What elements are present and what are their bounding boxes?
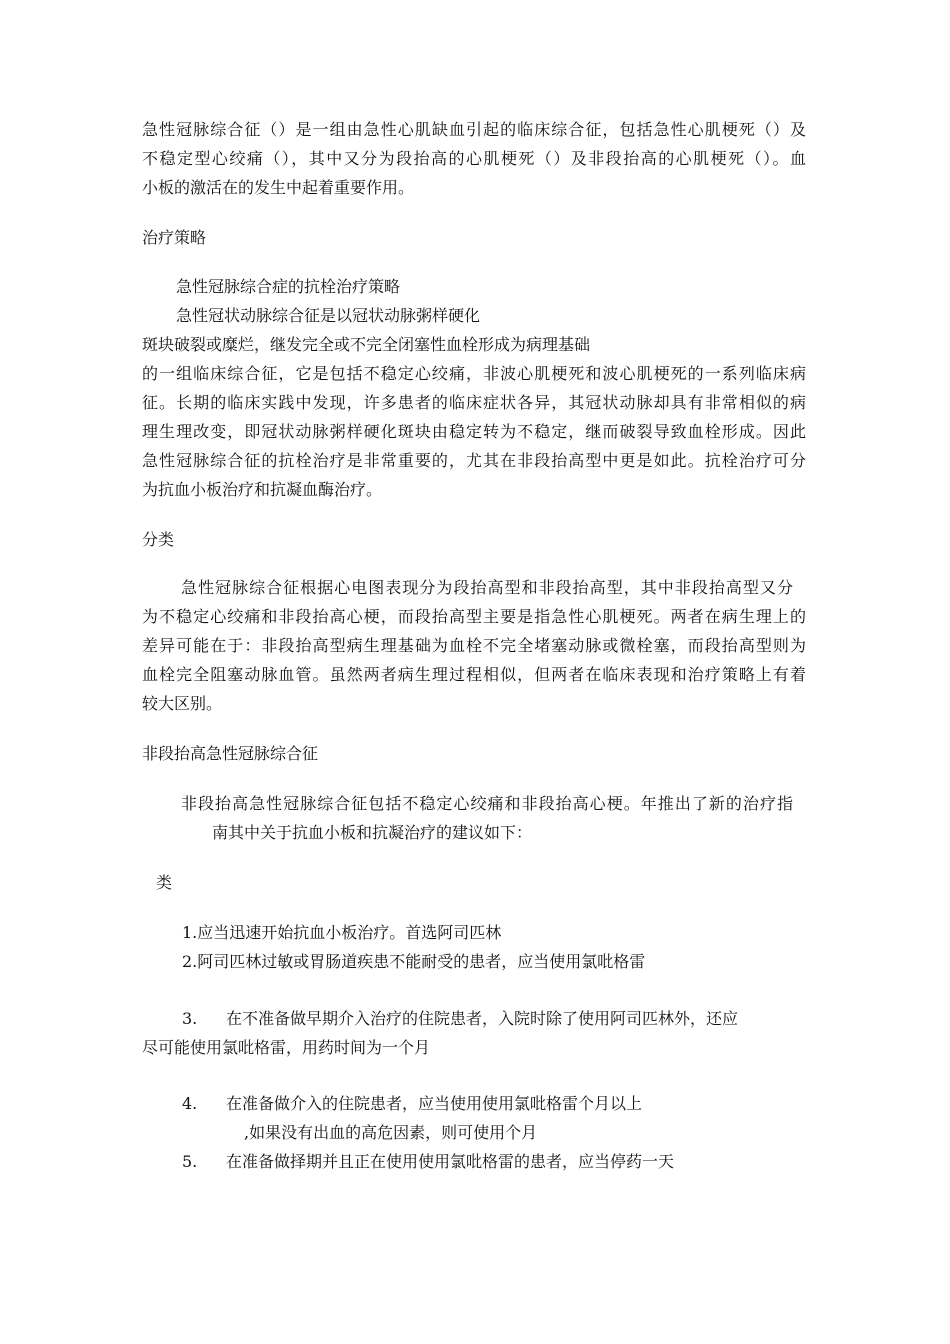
paragraph-line: 差异可能在于：非段抬高型病生理基础为血栓不完全堵塞动脉或微栓塞，而段抬高型则为: [142, 636, 806, 655]
paragraph-line: 征。长期的临床实践中发现，许多患者的临床症状各异，其冠状动脉却具有非常相似的病: [142, 393, 806, 412]
list-item-number: 4.: [182, 1094, 198, 1113]
list-item-number: 5.: [182, 1152, 198, 1171]
list-item-continuation: 尽可能使用氯吡格雷，用药时间为一个月: [142, 1038, 431, 1057]
subtitle-antithrombotic-strategy: 急性冠脉综合症的抗栓治疗策略: [176, 277, 401, 296]
section-heading-classification: 分类: [142, 530, 175, 549]
list-item-number: 3.: [182, 1009, 198, 1028]
intro-line-3: 小板的激活在的发生中起着重要作用。: [142, 178, 415, 197]
paragraph-line: 为不稳定心绞痛和非段抬高心梗，而段抬高型主要是指急性心肌梗死。两者在病生理上的: [142, 607, 806, 626]
section-heading-treatment: 治疗策略: [142, 228, 207, 247]
paragraph-line: 血栓完全阻塞动脉血管。虽然两者病生理过程相似，但两者在临床表现和治疗策略上有着: [142, 665, 806, 684]
list-item: 2.阿司匹林过敏或胃肠道疾患不能耐受的患者，应当使用氯吡格雷: [182, 952, 646, 971]
list-item: 在不准备做早期介入治疗的住院患者，入院时除了使用阿司匹林外，还应: [226, 1009, 739, 1028]
paragraph-line: 急性冠脉综合征根据心电图表现分为段抬高型和非段抬高型，其中非段抬高型又分: [181, 578, 793, 597]
list-item: 1.应当迅速开始抗血小板治疗。首选阿司匹林: [182, 923, 502, 942]
intro-line-2: 不稳定型心绞痛（），其中又分为段抬高的心肌梗死（）及非段抬高的心肌梗死（）。血: [142, 149, 806, 168]
paragraph-line: 理生理改变，即冠状动脉粥样硬化斑块由稳定转为不稳定，继而破裂导致血栓形成。因此: [142, 422, 806, 441]
list-item: 在准备做择期并且正在使用使用氯吡格雷的患者，应当停药一天: [226, 1152, 675, 1171]
class-label: 类: [156, 873, 173, 892]
list-item: 在准备做介入的住院患者，应当使用使用氯吡格雷个月以上: [226, 1094, 643, 1113]
paragraph-line: 急性冠状动脉综合征是以冠状动脉粥样硬化: [176, 306, 481, 325]
paragraph-line: 南其中关于抗血小板和抗凝治疗的建议如下：: [212, 823, 533, 842]
intro-line-1: 急性冠脉综合征（）是一组由急性心肌缺血引起的临床综合征，包括急性心肌梗死（）及: [142, 120, 806, 139]
section-heading-nste-acs: 非段抬高急性冠脉综合征: [142, 744, 319, 763]
paragraph-line: 非段抬高急性冠脉综合征包括不稳定心绞痛和非段抬高心梗。年推出了新的治疗指: [181, 794, 793, 813]
paragraph-line: 为抗血小板治疗和抗凝血酶治疗。: [142, 480, 383, 499]
paragraph-line: 的一组临床综合征，它是包括不稳定心绞痛，非波心肌梗死和波心肌梗死的一系列临床病: [142, 364, 806, 383]
paragraph-line: 较大区别。: [142, 694, 223, 713]
list-item-continuation: ,如果没有出血的高危因素，则可使用个月: [244, 1123, 538, 1142]
paragraph-line: 急性冠脉综合征的抗栓治疗是非常重要的，尤其在非段抬高型中更是如此。抗栓治疗可分: [142, 451, 806, 470]
paragraph-line: 斑块破裂或糜烂，继发完全或不完全闭塞性血栓形成为病理基础: [142, 335, 591, 354]
